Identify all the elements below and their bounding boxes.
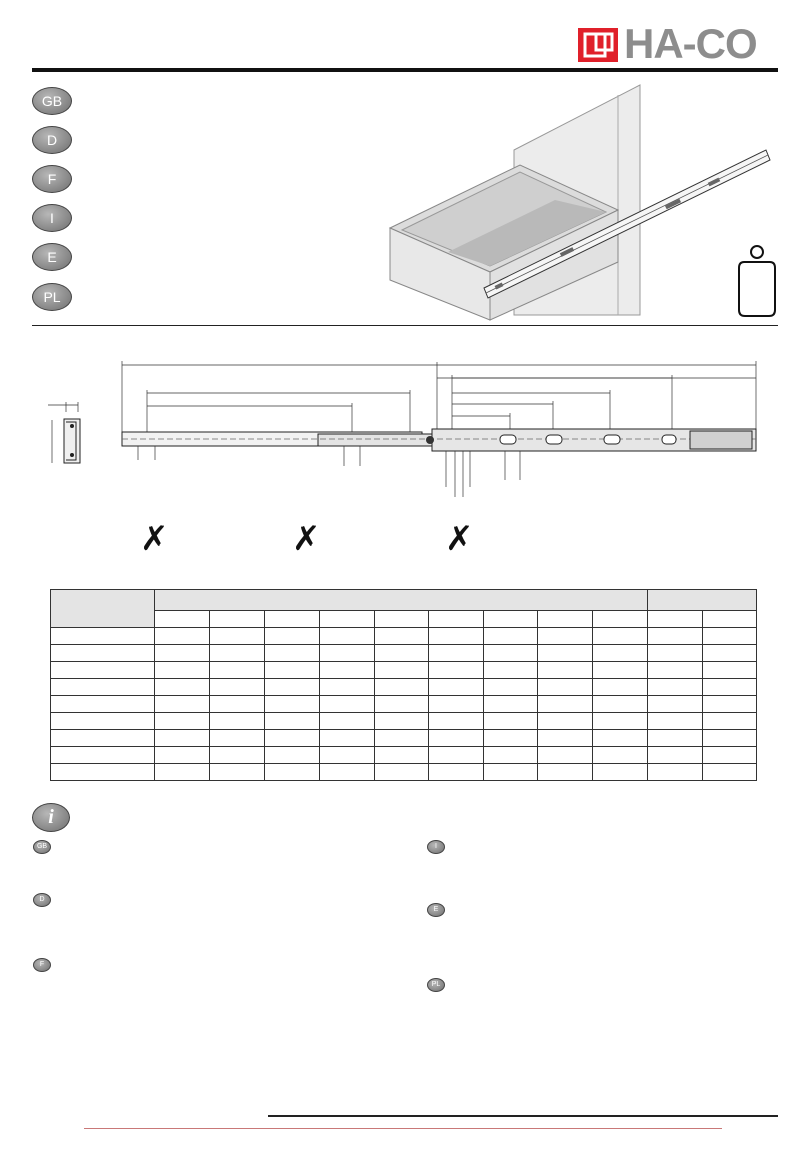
table-cell: [484, 730, 538, 747]
language-badge-f: F: [32, 165, 72, 193]
table-cell: [209, 662, 264, 679]
table-cell: [264, 730, 319, 747]
dimension-lines: [122, 361, 756, 432]
info-badge-i: I: [427, 840, 445, 854]
language-badge-e: E: [32, 243, 72, 271]
info-badge-e: E: [427, 903, 445, 917]
table-cell: [593, 764, 648, 781]
table-cell: [319, 764, 374, 781]
table-cell: [429, 730, 484, 747]
table-cell: [648, 696, 703, 713]
language-badge-i: I: [32, 204, 72, 232]
table-cell: [319, 747, 374, 764]
table-cell: [209, 730, 264, 747]
table-cell: [429, 713, 484, 730]
slide-rail-profile: [122, 429, 756, 451]
table-cell: [154, 747, 209, 764]
table-cell: [51, 713, 155, 730]
table-cell: [264, 764, 319, 781]
table-cell: [429, 645, 484, 662]
table-cell: [51, 747, 155, 764]
table-cell: [538, 628, 593, 645]
table-cell: [429, 662, 484, 679]
lower-dimension-lines: [138, 446, 520, 497]
table-cell: [484, 713, 538, 730]
table-cell: [703, 713, 757, 730]
table-cell: [648, 730, 703, 747]
prohibited-mark-3: ✗: [445, 519, 474, 559]
table-cell: [374, 713, 429, 730]
table-cell: [593, 628, 648, 645]
table-cell: [703, 696, 757, 713]
table-cell: [374, 662, 429, 679]
table-row: [51, 730, 757, 747]
table-cell: [51, 696, 155, 713]
table-row: [51, 764, 757, 781]
table-cell: [51, 645, 155, 662]
table-cell: [154, 730, 209, 747]
table-cell: [703, 679, 757, 696]
table-header-row: [51, 590, 757, 611]
table-cell: [319, 679, 374, 696]
table-cell: [154, 713, 209, 730]
table-cell: [319, 713, 374, 730]
table-cell: [209, 645, 264, 662]
table-cell: [648, 628, 703, 645]
table-cell: [593, 645, 648, 662]
table-cell: [51, 679, 155, 696]
rail-cross-section: [48, 402, 80, 463]
table-cell: [154, 662, 209, 679]
prohibited-mark-1: ✗: [140, 519, 169, 559]
table-cell: [648, 662, 703, 679]
table-cell: [593, 730, 648, 747]
table-cell: [429, 764, 484, 781]
table-cell: [703, 628, 757, 645]
table-cell: [209, 713, 264, 730]
table-cell: [51, 764, 155, 781]
table-cell: [319, 662, 374, 679]
table-cell: [374, 730, 429, 747]
table-cell: [209, 764, 264, 781]
table-cell: [538, 696, 593, 713]
slide-technical-drawing: [0, 0, 808, 520]
table-cell: [593, 713, 648, 730]
table-cell: [484, 628, 538, 645]
table-row: [51, 713, 757, 730]
table-cell: [484, 662, 538, 679]
table-cell: [209, 628, 264, 645]
table-cell: [538, 645, 593, 662]
info-badge-d: D: [33, 893, 51, 907]
table-cell: [648, 713, 703, 730]
table-cell: [538, 679, 593, 696]
info-icon: i: [32, 803, 70, 832]
table-cell: [264, 645, 319, 662]
language-badge-d: D: [32, 126, 72, 154]
table-cell: [209, 696, 264, 713]
table-cell: [51, 730, 155, 747]
table-cell: [209, 747, 264, 764]
table-cell: [703, 764, 757, 781]
table-cell: [703, 645, 757, 662]
table-cell: [154, 628, 209, 645]
table-cell: [264, 679, 319, 696]
table-cell: [429, 628, 484, 645]
table-cell: [648, 747, 703, 764]
table-header-cell: [51, 590, 155, 628]
info-badge-f: F: [33, 958, 51, 972]
table-cell: [648, 679, 703, 696]
table-cell: [264, 713, 319, 730]
table-body: [51, 628, 757, 781]
language-badge-pl: PL: [32, 283, 72, 311]
info-badge-gb: GB: [33, 840, 51, 854]
table-cell: [648, 645, 703, 662]
table-cell: [374, 645, 429, 662]
table-cell: [538, 747, 593, 764]
table-cell: [264, 696, 319, 713]
table-cell: [209, 679, 264, 696]
table-row: [51, 662, 757, 679]
table-cell: [484, 696, 538, 713]
table-cell: [484, 747, 538, 764]
brand-name: HA-CO: [624, 20, 757, 67]
table-cell: [538, 764, 593, 781]
table-cell: [484, 679, 538, 696]
table-cell: [429, 679, 484, 696]
table-row: [51, 696, 757, 713]
footer-rule: [268, 1115, 778, 1117]
table-cell: [319, 645, 374, 662]
prohibited-mark-2: ✗: [292, 519, 321, 559]
table-cell: [154, 679, 209, 696]
table-cell: [484, 764, 538, 781]
table-cell: [703, 662, 757, 679]
table-subheader-row: [51, 611, 757, 628]
table-cell: [374, 628, 429, 645]
table-cell: [319, 696, 374, 713]
table-row: [51, 628, 757, 645]
table-cell: [154, 696, 209, 713]
table-cell: [51, 662, 155, 679]
specification-table: [50, 589, 757, 781]
table-row: [51, 747, 757, 764]
table-row: [51, 679, 757, 696]
table-cell: [374, 764, 429, 781]
table-cell: [593, 679, 648, 696]
table-cell: [264, 747, 319, 764]
table-cell: [429, 696, 484, 713]
table-cell: [319, 730, 374, 747]
table-cell: [703, 747, 757, 764]
table-cell: [429, 747, 484, 764]
language-badge-gb: GB: [32, 87, 72, 115]
table-cell: [154, 764, 209, 781]
table-cell: [648, 764, 703, 781]
table-cell: [374, 696, 429, 713]
table-cell: [703, 730, 757, 747]
table-cell: [319, 628, 374, 645]
info-badge-pl: PL: [427, 978, 445, 992]
table-cell: [593, 696, 648, 713]
table-cell: [374, 679, 429, 696]
table-cell: [264, 662, 319, 679]
table-cell: [374, 747, 429, 764]
table-cell: [538, 713, 593, 730]
table-cell: [593, 747, 648, 764]
table-cell: [593, 662, 648, 679]
table-cell: [51, 628, 155, 645]
table-header-cell: [154, 590, 647, 611]
table-cell: [538, 662, 593, 679]
table-cell: [154, 645, 209, 662]
table-cell: [264, 628, 319, 645]
table-row: [51, 645, 757, 662]
table-cell: [484, 645, 538, 662]
footer-red-rule: [84, 1128, 722, 1129]
table-cell: [538, 730, 593, 747]
table-header-cell: [648, 590, 757, 611]
